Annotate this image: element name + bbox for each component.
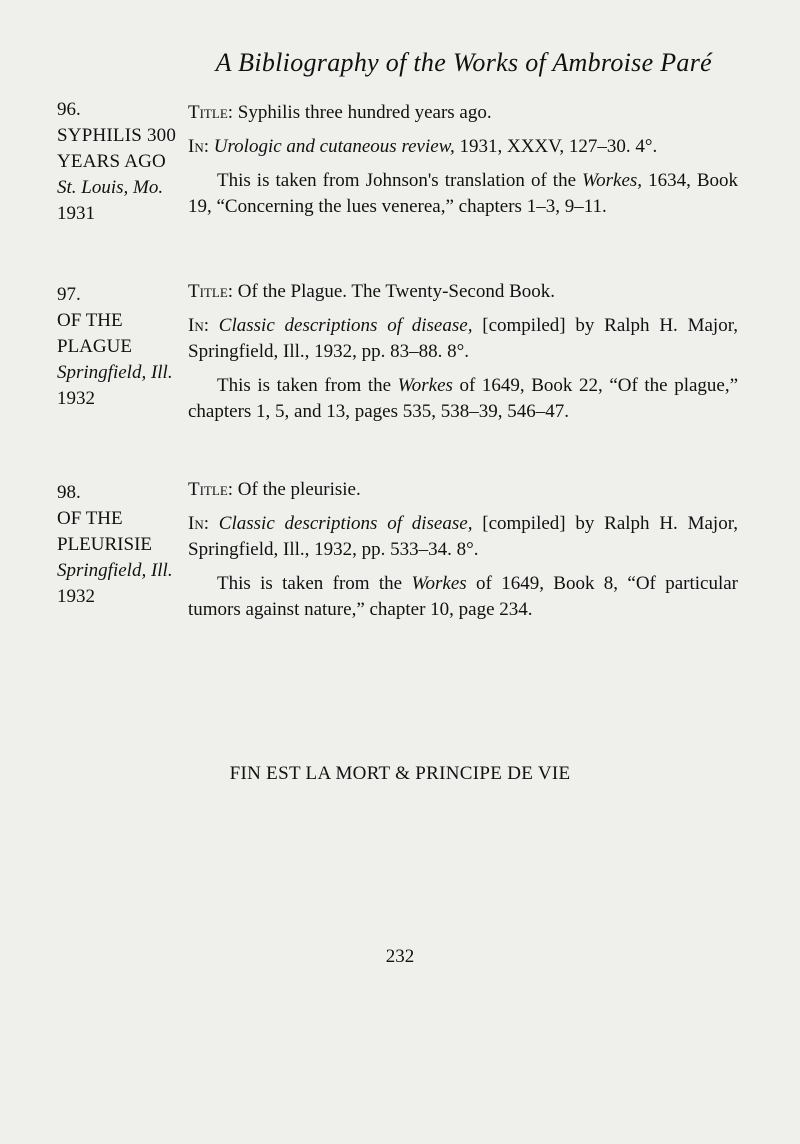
entry-source-line — [188, 313, 738, 365]
running-title: A Bibliography of the Works of Ambroise Paré — [215, 48, 712, 77]
entry-place: St. Louis, Mo. — [57, 177, 164, 198]
note-text: This is taken from the — [217, 375, 392, 396]
in-label: In: — [188, 513, 209, 534]
entry-place: Springfield, Ill. — [57, 362, 173, 383]
entry-body — [188, 100, 738, 220]
page-number: 232 — [385, 946, 415, 967]
note-text-cont: 1634, Book 19, “Concerning the lues venerea,” chapters 1–3, 9–11. — [188, 170, 739, 217]
entry-meta — [57, 282, 187, 412]
entry-meta — [57, 480, 187, 610]
note-text-cont: of 1649, Book 22, “Of the plague,” chapters 1, 5, and 13, pages 535, 538–39, 546–47. — [188, 375, 739, 422]
entry-place: Springfield, Ill. — [57, 560, 173, 581]
entry-source-details: [compiled] by Ralph H. Major, Springfield, Ill., 1932, pp. 83–88. 8°. — [188, 315, 739, 362]
entry-source-line — [188, 511, 738, 563]
in-label: In: — [188, 136, 209, 157]
entry-title: Of the Plague. The Twenty-Second Book. — [237, 281, 556, 302]
entry-title-line — [188, 279, 738, 305]
entry-number: 97. — [57, 284, 81, 305]
entry-short-title: OF THE PLAGUE — [57, 310, 132, 357]
entry-title-line — [188, 477, 738, 503]
entry-source: Classic descriptions of disease, — [218, 513, 473, 534]
entry-year: 1931 — [57, 203, 95, 224]
entry-source-details: 1931, XXXV, 127–30. 4°. — [459, 136, 658, 157]
entry-source-line — [188, 134, 738, 160]
title-label: Title: — [188, 281, 234, 302]
entry-note — [188, 168, 738, 220]
entry-short-title: OF THE PLEURISIE — [57, 508, 152, 555]
entry-number: 96. — [57, 99, 81, 120]
note-text: This is taken from the — [217, 573, 403, 594]
entry-title-line — [188, 100, 738, 126]
title-label: Title: — [188, 479, 234, 500]
entry-source: Classic descriptions of disease, — [218, 315, 473, 336]
in-label: In: — [188, 315, 209, 336]
entry-body — [188, 477, 738, 623]
note-work-title: Workes — [411, 573, 467, 594]
entry-short-title: SYPHILIS 300 YEARS AGO — [57, 125, 177, 172]
entry-body — [188, 279, 738, 425]
title-label: Title: — [188, 102, 234, 123]
entry-source-details: [compiled] by Ralph H. Major, Springfield, Ill., 1932, pp. 533–34. 8°. — [188, 513, 739, 560]
note-text-cont: of 1649, Book 8, “Of particular tumors against nature,” chapter 10, page 234. — [188, 573, 739, 620]
entry-number: 98. — [57, 482, 81, 503]
entry-note — [188, 571, 738, 623]
note-work-title: Workes — [397, 375, 453, 396]
entry-title: Syphilis three hundred years ago. — [237, 102, 492, 123]
entry-year: 1932 — [57, 388, 95, 409]
entry-meta — [57, 97, 187, 227]
note-work-title: Workes, — [582, 170, 643, 191]
entry-note — [188, 373, 738, 425]
entry-year: 1932 — [57, 586, 95, 607]
entry-source: Urologic and cutaneous review, — [213, 136, 455, 157]
entry-title: Of the pleurisie. — [237, 479, 361, 500]
printer-motto: FIN EST LA MORT & PRINCIPE DE VIE — [229, 763, 571, 784]
note-text: This is taken from Johnson's translation of the — [217, 170, 576, 191]
